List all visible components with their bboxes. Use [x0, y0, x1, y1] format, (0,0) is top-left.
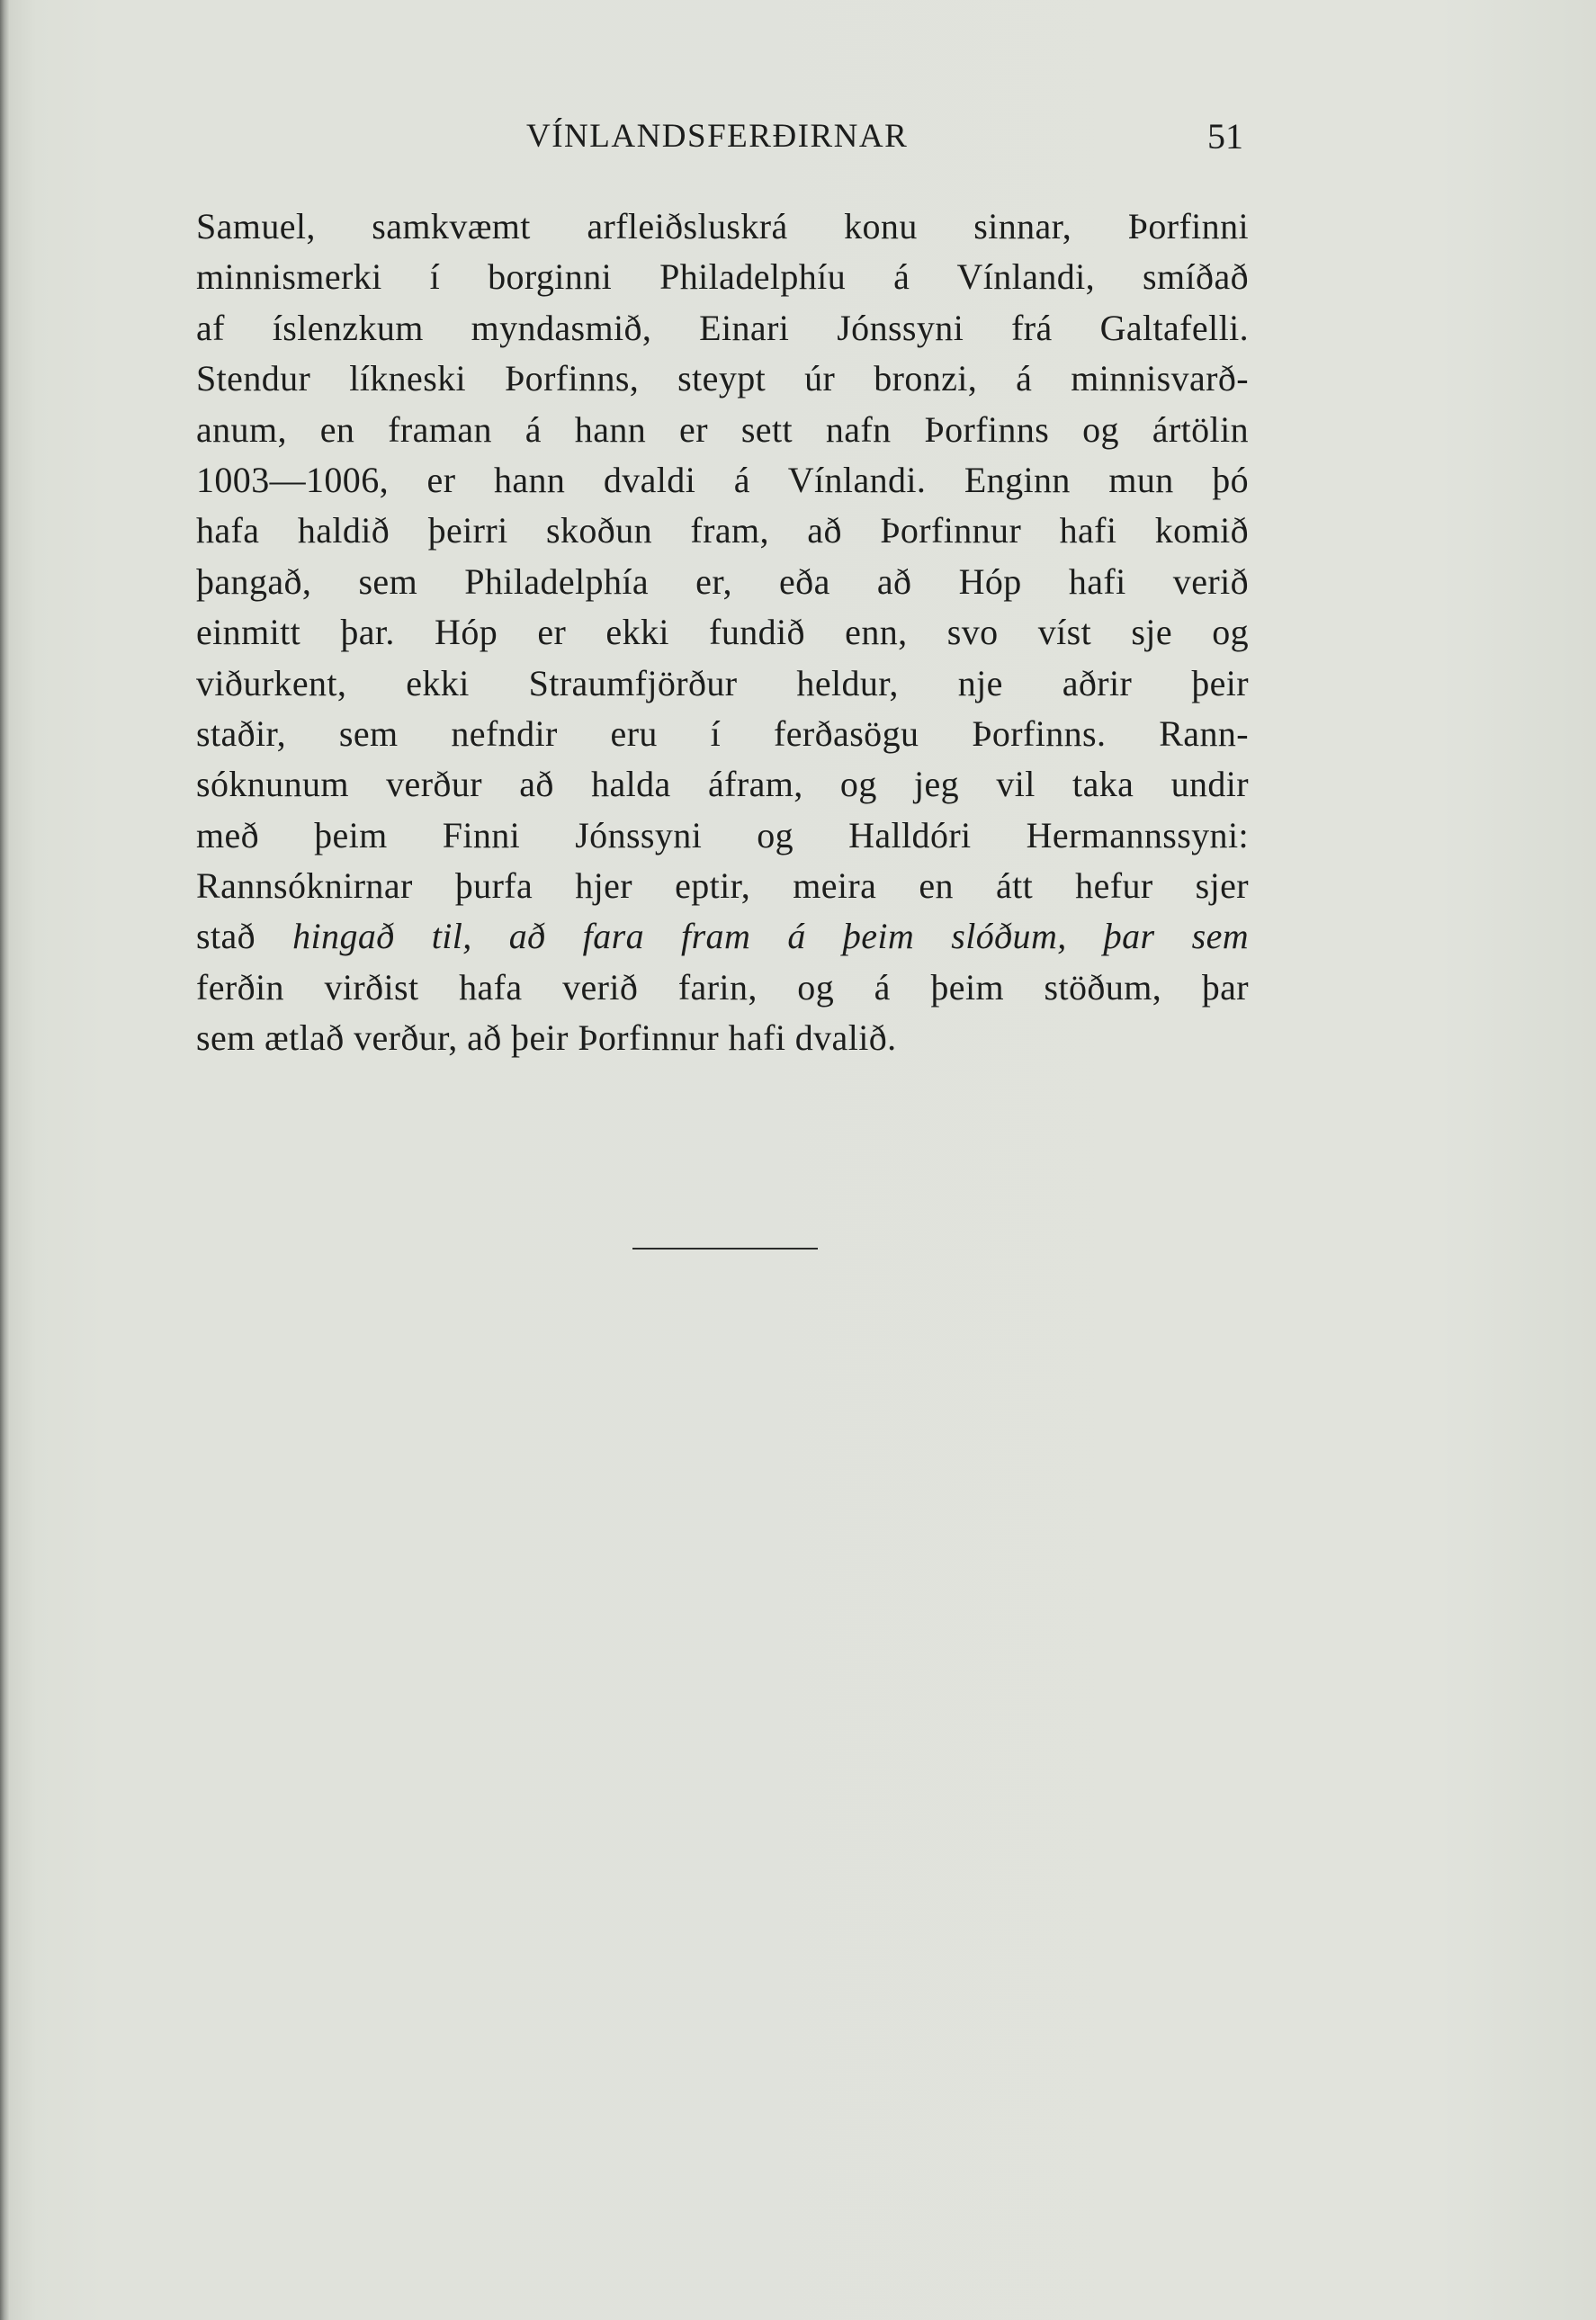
text-line-1: Samuel, samkvæmt arfleiðsluskrá konu sinnar, Þorfinni	[196, 206, 1249, 246]
text-line-13: með þeim Finni Jónssyni og Halldóri Hermannssyni:	[196, 814, 1249, 855]
text-line-6: 1003—1006, er hann dvaldi á Vínlandi. Enginn mun þó	[196, 459, 1249, 500]
page-number: 51	[1207, 116, 1243, 157]
text-line-16: ferðin virðist hafa verið farin, og á þeim stöðum, þar	[196, 966, 1249, 1008]
text-line-15	[196, 911, 1249, 962]
text-line-14: Rannsóknirnar þurfa hjer eptir, meira en átt hefur sjer	[196, 865, 1249, 907]
body-text	[196, 202, 1249, 1064]
text-line-8: þangað, sem Philadelphía er, eða að Hóp hafi verið	[196, 560, 1249, 602]
text-line-12: sóknunum verður að halda áfram, og jeg vil taka undir	[196, 764, 1249, 805]
text-line-15-italic: hingað til, að fara fram á þeim slóðum, þar sem	[292, 916, 1250, 957]
running-head: VÍNLANDSFERÐIRNAR	[526, 118, 909, 155]
text-line-17: sem ætlað verður, að þeir Þorfinnur hafi dvalið.	[196, 1017, 897, 1059]
text-line-2: minnismerki í borginni Philadelphíu á Vínlandi, smíðað	[196, 256, 1249, 298]
text-line-7: hafa haldið þeirri skoðun fram, að Þorfinnur hafi komið	[196, 510, 1249, 551]
text-line-15-roman: stað	[196, 916, 293, 957]
text-line-5: anum, en framan á hann er sett nafn Þorfinns og ártölin	[196, 408, 1249, 450]
text-line-4: Stendur líkneski Þorfinns, steypt úr bronzi, á minnisvarð-	[196, 358, 1249, 399]
binding-edge	[0, 0, 9, 2320]
text-line-10: viðurkent, ekki Straumfjörður heldur, nje aðrir þeir	[196, 662, 1249, 703]
text-line-9: einmitt þar. Hóp er ekki fundið enn, svo víst sje og	[196, 612, 1249, 653]
text-line-3: af íslenzkum myndasmið, Einari Jónssyni frá Galtafelli.	[196, 307, 1249, 348]
text-line-11: staðir, sem nefndir eru í ferðasögu Þorfinns. Rann-	[196, 712, 1249, 754]
section-end-rule	[632, 1248, 818, 1250]
